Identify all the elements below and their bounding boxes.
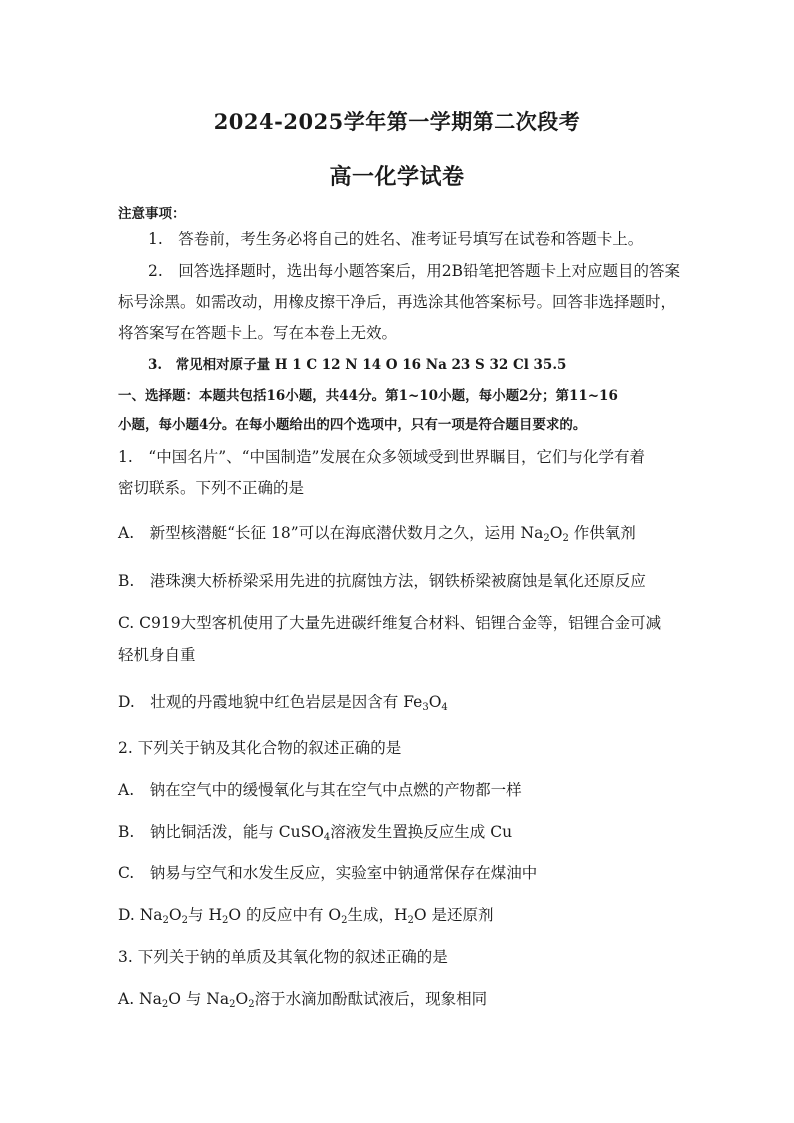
notes-item-2-line-1: 2. 回答选择题时，选出每小题答案后，用2B铅笔把答题卡上对应题目的答案	[148, 262, 681, 280]
notes-item-3: 3. 常见相对原子量 H 1 C 12 N 14 O 16 Na 23 S 32 Cl 35.5	[148, 357, 567, 373]
question-1-stem-line-1: 1. “中国名片”、“中国制造”发展在众多领域受到世界瞩目，它们与化学有着	[118, 448, 645, 466]
question-3-stem: 3. 下列关于钠的单质及其氧化物的叙述正确的是	[118, 948, 448, 966]
section-1-heading-line-2: 小题，每小题4分。在每小题给出的四个选项中，只有一项是符合题目要求的。	[118, 417, 587, 433]
question-2-stem: 2. 下列关于钠及其化合物的叙述正确的是	[118, 739, 402, 757]
question-2-option-d: D. $Na_2O_2$与 $H_2O$ 的反应中有 $O_2$生成，$H_2O$ 是还原剂	[118, 906, 494, 926]
notes-item-2-line-3: 将答案写在答题卡上。写在本卷上无效。	[118, 324, 398, 342]
notes-item-2-line-2: 标号涂黑。如需改动，用橡皮擦干净后，再选涂其他答案标号。回答非选择题时，	[118, 293, 677, 311]
notes-item-1: 1. 答卷前，考生务必将自己的姓名、准考证号填写在试卷和答题卡上。	[148, 230, 644, 248]
exam-subtitle: 高一化学试卷	[329, 164, 465, 190]
question-1-option-c-line-2: 轻机身自重	[118, 646, 196, 664]
notes-heading: 注意事项：	[118, 206, 186, 222]
question-3-option-a: A. $Na_2O$ 与 $Na_2O_2$溶于水滴加酚酞试液后，现象相同	[118, 990, 488, 1010]
question-2-option-b: B. 钠比铜活泼，能与 CuSO$_4$溶液发生置换反应生成 Cu	[118, 823, 513, 843]
question-2-option-a: A. 钠在空气中的缓慢氧化与其在空气中点燃的产物都一样	[118, 781, 522, 799]
question-1-option-a: A. 新型核潜艇“长征 18”可以在海底潜伏数月之久，运用 $Na_2O_2$ 作供氧剂	[118, 524, 636, 544]
question-1-option-d: D. 壮观的丹霞地貌中红色岩层是因含有 $Fe_3O_4$	[118, 693, 448, 713]
section-1-heading-line-1: 一、选择题：本题共包括16小题，共44分。第1~10小题，每小题2分；第11~16	[118, 388, 618, 404]
question-1-option-c-line-1: C. C919大型客机使用了大量先进碳纤维复合材料、铝锂合金等，铝锂合金可减	[118, 614, 662, 632]
question-1-stem-line-2: 密切联系。下列不正确的是	[118, 479, 305, 497]
exam-title: 2024-2025学年第一学期第二次段考	[213, 109, 581, 134]
question-1-option-b: B. 港珠澳大桥桥梁采用先进的抗腐蚀方法，钢铁桥梁被腐蚀是氧化还原反应	[118, 572, 646, 590]
question-2-option-c: C. 钠易与空气和水发生反应，实验室中钠通常保存在煤油中	[118, 864, 538, 882]
